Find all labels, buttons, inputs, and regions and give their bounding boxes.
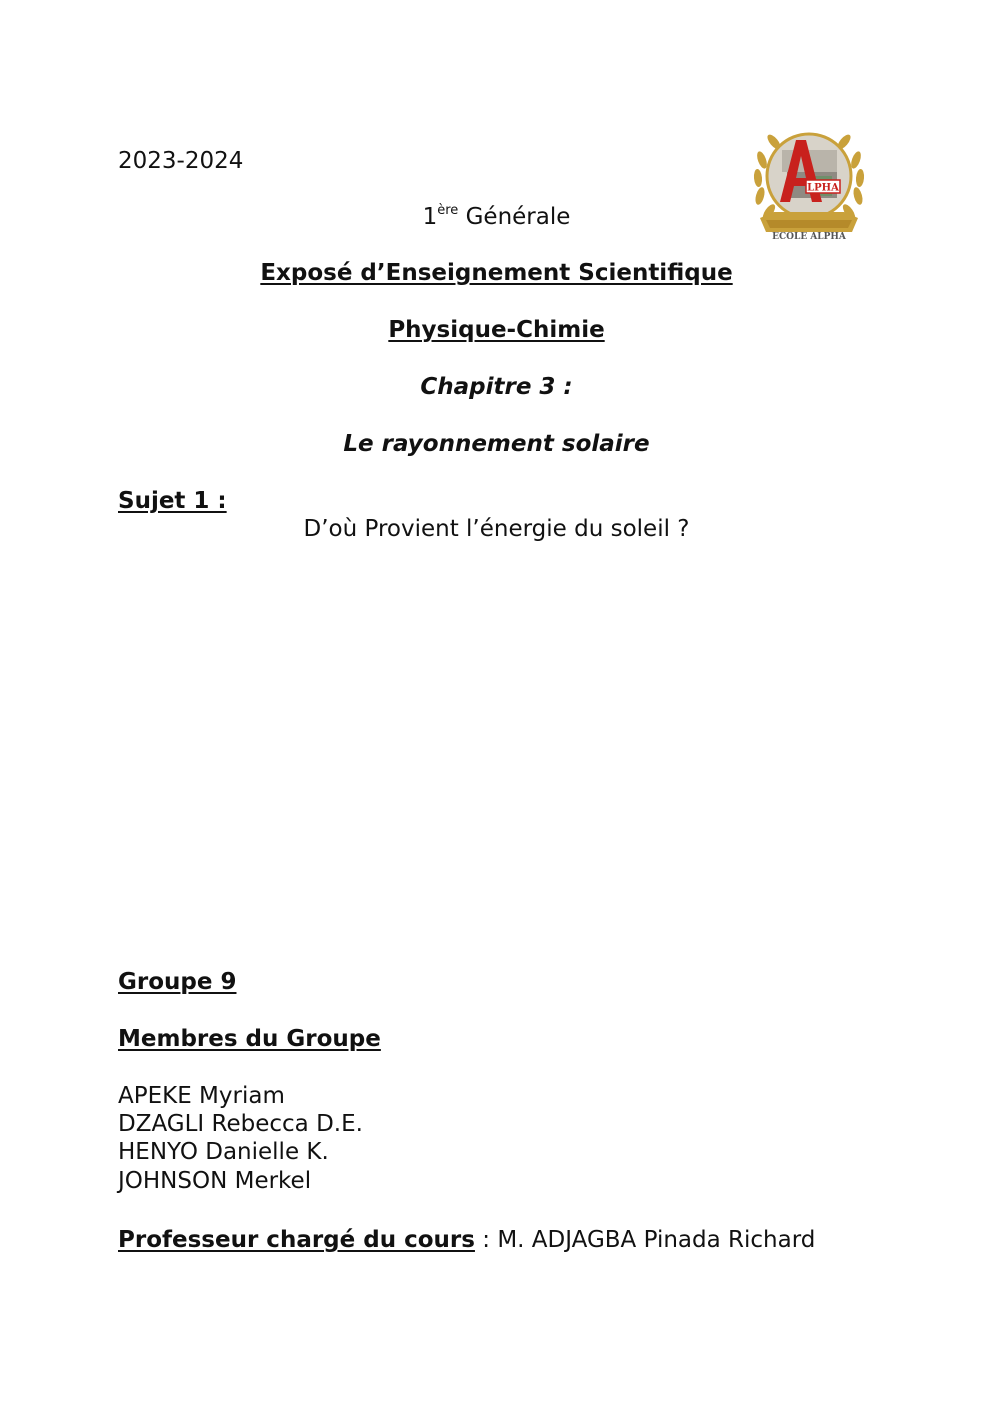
group-label: Groupe 9: [118, 969, 237, 995]
school-logo: [752, 120, 866, 244]
topic-question: D’où Provient l’énergie du soleil ?: [303, 516, 690, 542]
chapter-title: Le rayonnement solaire: [343, 431, 650, 457]
class-name: Générale: [458, 204, 571, 230]
logo-banner-text: ECOLE ALPHA: [772, 232, 846, 242]
member-item: DZAGLI Rebecca D.E.: [118, 1111, 363, 1137]
logo-badge-text: LPHA: [807, 182, 839, 194]
members-label: Membres du Groupe: [118, 1026, 381, 1052]
teacher-label: Professeur chargé du cours: [118, 1227, 475, 1253]
class-superscript: ère: [437, 203, 459, 218]
title-subject-wrap: [0, 319, 993, 342]
chapter-number: Chapitre 3 :: [420, 374, 573, 400]
school-year: 2023-2024: [118, 148, 244, 174]
topic-label-wrap: [118, 490, 227, 513]
title-expose-wrap: [0, 262, 993, 285]
teacher-line: [118, 1229, 815, 1252]
members-label-wrap: [118, 1028, 381, 1051]
member-item: JOHNSON Merkel: [118, 1168, 312, 1194]
topic-label: Sujet 1 :: [118, 488, 227, 514]
teacher-name: : M. ADJAGBA Pinada Richard: [474, 1227, 816, 1253]
title-subject: Physique-Chimie: [388, 317, 605, 343]
group-label-wrap: [118, 971, 236, 994]
member-item: APEKE Myriam: [118, 1083, 285, 1109]
class-number: 1: [422, 204, 438, 230]
title-expose: Exposé d’Enseignement Scientifique: [260, 260, 733, 286]
member-item: HENYO Danielle K.: [118, 1139, 329, 1165]
